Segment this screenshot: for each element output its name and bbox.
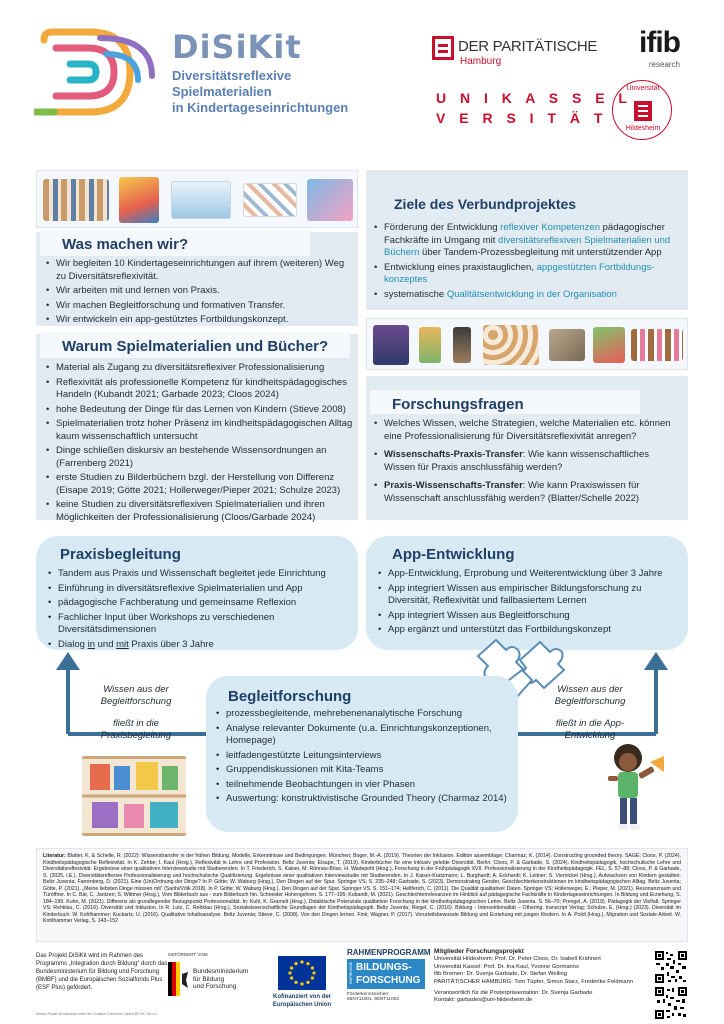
qr-code-icon[interactable] [654,986,688,1020]
begleitforschung-list [214,708,514,808]
list-item: • prozessbegleitende, mehrebenenanalytische Forschung [214,708,514,721]
figurines-photo [631,329,683,361]
list-item: • Wir arbeiten mit und lernen von Praxis. [44,285,352,298]
cards-photo [483,325,539,365]
begleitforschung-title: Begleitforschung [228,688,352,705]
cards-photo [243,183,297,217]
list-item: • Dinge schließen diskursiv an bestehende Wissensordnungen an (Farrenberg 2021) [44,445,354,470]
forschungsfragen-list [372,418,682,507]
game-box-photo [593,327,625,363]
tiles-photo [549,329,585,361]
warum-title: Warum Spielmaterialien und Bücher? [40,332,350,358]
project-title: DiSiKit [172,28,302,66]
shelf-photo [82,756,186,836]
figure-photo [453,327,471,363]
warum-list [44,362,354,526]
list-item: • Einführung in diversitätsreflexive Spielmaterialien und App [46,583,346,596]
eagle-icon [168,962,190,996]
was-machen-wir-title: Was machen wir? [40,230,310,256]
arrow-label-left-top: Wissen aus der Begleitforschung [100,684,172,707]
list-item: • Entwicklung eines praxistauglichen, appgestützten Fortbildungs-konzeptes [372,262,682,287]
forschungsfragen-title: Forschungsfragen [370,390,640,414]
list-item: • erste Studien zu Bilderbüchern bzgl. der Herstellung von Differenz (Eisape 2019; Götte 2021; Hollerweger/Pieper 2021; Schulze 2023) [44,472,354,497]
list-item: • Gruppendiskussionen mit Kita-Teams [214,764,514,777]
arrow-label-right-bottom: fließt in die App-Entwicklung [555,718,625,741]
list-item: • hohe Bedeutung der Dinge für das Lernen von Kindern (Stieve 2008) [44,404,354,417]
hildesheim-crest-icon [634,101,652,121]
list-item: • App integriert Wissen aus Begleitforschung [376,610,680,623]
qr-code-icon[interactable] [654,950,688,984]
eu-flag-icon [278,956,326,990]
list-item: • Material als Zugang zu diversitätsreflexiver Professionalisierung [44,362,354,375]
paritaetische-logo: DER PARITÄTISCHE Hamburg [432,30,582,72]
ziele-title: Ziele des Verbundprojektes [394,196,577,212]
book-photo [419,327,441,363]
list-item: • Tandem aus Praxis und Wissenschaft begleitet jede Einrichtung [46,568,346,581]
list-item: • Förderung der Entwicklung reflexiver Kompetenzen pädagogischer Fachkräfte im Umgang mit diversitätsreflexiven Spielmaterialien und Büchern über Tandem-Prozessbegleitung mit unterstützender App [372,222,682,260]
praxisbegleitung-list [46,568,346,653]
list-item: • Reflexivität als professionelle Kompetenz für kindheitspädagogisches Handeln (Kubandt 2021; Garbade 2023; Cloos 2024) [44,377,354,402]
bmbf-logo: GEFÖRDERT VOM Bundesministerium für Bildung und Forschung [168,952,258,1012]
list-item: • Dialog in und mit Praxis über 3 Jahre [46,639,346,652]
disikit-logo-mark [34,24,164,120]
puzzle-photo [307,179,353,221]
project-members: Mitglieder Forschungsprojekt Universität Hildesheim: Prof. Dr. Peter Cloos, Dr. Isabell Krähnert Universität Kassel: Prof. Dr. Ina Kaul, Yvonne Gormanns ifib Bremen: Dr. Svenja Garbade, Dr. Stefan Welling PARITÄTISCHER HAMBURG: Tom Tüpfer, Simon Starz, Frederike Feldmann Verantwortlich für die Posterpräsentation: Dr. Svenja Garbade Kontakt: garbades@uni-hildesheim.de [434,948,634,1004]
ziele-list [372,222,682,303]
uni-kassel-logo: U N I K A S S E L V E R S I T Ä T [436,90,632,126]
list-item: • App integriert Wissen aus empirischer Bildungsforschung zu Diversität, Reflexivität und fallbasiertem Lernen [376,583,680,608]
list-item: • Fachlicher Input über Workshops zu verschiedenen Diversitätsdimensionen [46,612,346,637]
list-item: • Auswertung: konstruktivistische Grounded Theory (Charmaz 2014) [214,793,514,806]
list-item: • systematische Qualitätsentwicklung in der Organisation [372,289,682,302]
materials-photo-strip-top [36,170,358,228]
list-item: • leitfadengestützte Leitungsinterviews [214,750,514,763]
list-item: • Praxis-Wissenschafts-Transfer: Wie kann Praxiswissen für Wissenschaft anschlussfähig werden? (Blatter/Schelle 2022) [372,480,682,505]
ifib-logo: ifib research [639,26,680,69]
praxisbegleitung-title: Praxisbegleitung [60,546,181,563]
paritaetische-mark-icon [432,36,454,60]
app-entwicklung-list [376,568,680,639]
list-item: • keine Studien zu diversitätsreflexiven Spielmaterialien und ihren Möglichkeiten der Professionalisierung (Cloos/Garbade 2024) [44,499,354,524]
game-box-photo [171,181,231,219]
book-photo [373,325,409,365]
list-item: • App-Entwicklung, Erprobung und Weiterentwicklung über 3 Jahre [376,568,680,581]
book-photo [119,177,159,223]
list-item: • Analyse relevanter Dokumente (u.a. Einrichtungskonzeptionen, Homepage) [214,723,514,748]
funding-text: Das Projekt DiSiKit wird im Rahmen des Programms „Integration durch Bildung“ durch das Bundesministerium für Bildung und Forschung (BMBF) und die Europäischen Sozialfonds Plus (ESF Plus) gefördert. [36,953,168,991]
figurines-photo [43,179,109,221]
rahmenprogramm-logo: RAHMENPROGRAMM EMPIRISCHE BILDUNGS- FORSCHUNG Förderkennzeichen: 66NT11001, 66NT11002 [347,948,431,1002]
list-item: • Welches Wissen, welche Strategien, welche Materialien etc. können eine Professionalisierung für Diversitätsreflexivität anregen? [372,418,682,443]
uni-hildesheim-logo: Universität Hildesheim [612,80,672,140]
app-entwicklung-title: App-Entwicklung [392,546,515,563]
list-item: • pädagogische Fachberatung und gemeinsame Reflexion [46,597,346,610]
literature-block: Literatur: Blatter, K. & Schelle, R. (2022): Wissenstransfer in der frühen Bildung. Modelle, Erkenntnisse und Bedingungen. München; Boger, M.-A. (2019). Theorien der Inklusion. Edition assemblage; Charmaz, K. (2014). Constructing grounded theory. SAGE; Cloos, P. (2024). Kindheitspädagogische Reflexivität. In K. Zehbe; I. Kaul (Hrsg.), Reflexivität in Lehre und Profession. Beltz Juventa; Eisape, T. (2019). Kinderbücher für eine inklusiv gelebte Diversität. Berlin; Cloos, P. & Garbade, S. (2024). Kindheitspädagogik, hochschulische Lehre und Diversitätsreflexivität. Ergebnisse einer qualitativen Interviewstudie mit Studierenden. In T. Friederich, S. Kaiser, M. Rönnau-Böse, H. Wadepohl (Hrsg.), Forschung in der Frühpädagogik XVII. Professionalisierung in der Kindheitspädagogik. FEL, S. 57–88; Cloos, P. & Garbade, S. (2025, i.E.). Diversitätsreflexive Professionalisierung und hochschulische Qualifizierung. Ergebnisse einer qualitativen Interviewstudie mit Studierenden. In J. Kaiser-Kratzmann; L. Burghardt; A. Eckhardt; K. Leitner; S. Viernickel (Hrsg.), Aufwachsen von Kindern gestalten. Beltz Juventa; Farrenberg, D. (2021). Eine (Un)Ordnung der Dinge? In P. Götte; W. Waburg (Hrsg.), Den Dingen auf der Spur. Springer VS, S. 235–248; Garbade, S. (2023). Demonstrating Gender, Geschlechterkonstruktionen im kindheitspädagogischen Alltag. Beltz Juventa; Götte, P. (2021). „Meine liebsten Dinge müssen mit“ (Sarihi/Völk 2018). In P. Götte; W. Waburg (Hrsg.), Den Dingen auf der Spur. Springer VS. S. 151–174; Hellferich, C. (2011). Die Qualität qualitativer Daten. Springer VS; Hollerweger, E.; Pieper, M. (2021). Resonanzraum und Türöffner. In C. Bär, C. Jantzen; S. Wittmer (Hrsg.), Vom Bilderbuch aus - zum Bilderbuch hin. Schneider Hohengehren. S. 177–195; Kubandt, M. (2021). Geschlechterrelevanzen im Hinblick auf pädagogische Fachkräfte in Kindertageseinrichtungen. In Bildung und Erziehung, S. 184–199. Kuhn, M. (2021). Differenz als grundlegender Bezugspunkt Professionalität. In: Kuhl, K. Gramelt (Hrsg.), Didaktische Potenziale qualitativer Forschung in der kindheitspädagogischen Lehre. Beltz Juventa. S. 56–70; Prengel, A. (2019). Pädagogik der Vielfalt. Springer VS; Rehklau, C. (2016). Diversität und Inklusion. In R. Lutz, C. Rehklau (Hrsg.), Sozialwissenschaftliche Grundlagen der Kindheitspädagogik. Beltz Juventa; Riegel, C. (2016). Bildung - Intersektionalität – Othering. transcript Verlag; Schulze, E. (Hrsg.) (2023). Diversität im Kinderbuch. W. Kohlhammer; Kuckartz, U. (2016). Qualitative Inhaltsanalyse. Beltz Juventa; Stieve, C. (2008). Von den Dingen lernen. Fink; Wagner, P. (2017). Vorurteilsbewusste Bildung und Erziehung mit jungen Kindern. In A. Poldi (Hrsg.), Migration und Soziale Arbeit. W. Kohlhammer Verlag, S. 143–152 [36,848,688,942]
doll-photo [592,742,668,836]
list-item: • Wir begleiten 10 Kindertageseinrichtungen auf ihrem (weiteren) Weg zu Diversitätsreflexivität. [44,258,352,283]
list-item: • Wir machen Begleitforschung und formativen Transfer. [44,300,352,313]
list-item: • Wir entwickeln ein app-gestütztes Fortbildungskonzept. [44,314,352,327]
list-item: • Spielmaterialien trotz hoher Präsenz im kindheitspädagogischen Alltag kaum wissenschaftlich untersucht [44,418,354,443]
eu-logo: Kofinanziert von der Europäischen Union [262,952,342,1018]
list-item: • App ergänzt und unterstützt das Fortbildungskonzept [376,624,680,637]
license-text: Dieses Poster ist lizenziert unter der Creative Commons Lizenz BY NC SA 4.0 [36,1012,157,1016]
list-item: • teilnehmende Beobachtungen in vier Phasen [214,779,514,792]
was-machen-wir-list [44,258,352,329]
arrow-label-right-top: Wissen aus der Begleitforschung [554,684,626,707]
arrow-label-left-bottom: fließt in die Praxisbegleitung [100,718,172,741]
list-item: • Wissenschafts-Praxis-Transfer: Wie kann wissenschaftliches Wissen für Praxis anschlussfähig werden? [372,449,682,474]
materials-photo-strip-right [366,318,688,370]
project-subtitle: Diversitätsreflexive Spielmaterialien in Kindertageseinrichtungen [172,68,349,115]
